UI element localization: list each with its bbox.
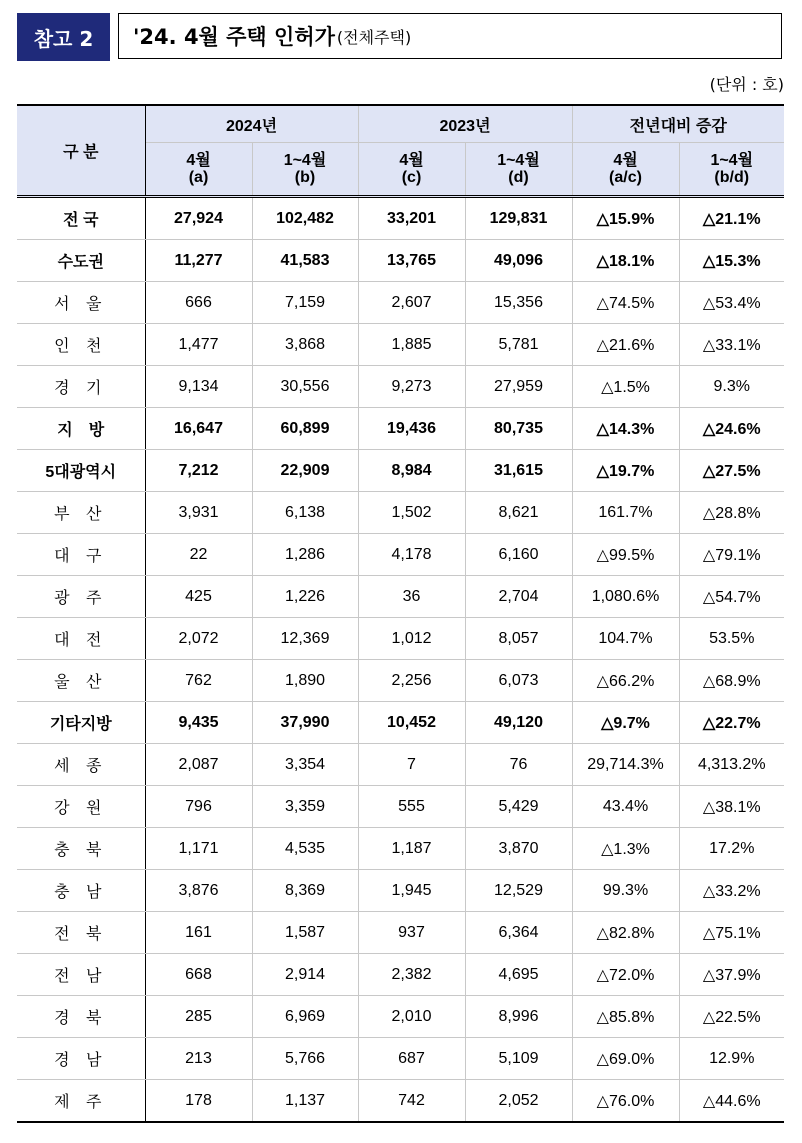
value-cell: 31,615 (465, 450, 572, 492)
subheader-code: (d) (508, 169, 529, 186)
value-cell: 27,959 (465, 366, 572, 408)
region-cell: 경 기 (17, 366, 145, 408)
table-row (17, 870, 784, 912)
header-category: 구 분 (17, 105, 145, 197)
subheader-code: (c) (401, 169, 422, 186)
value-cell: △53.4% (679, 282, 784, 324)
value-cell: 1,587 (252, 912, 358, 954)
table-row (17, 1038, 784, 1080)
value-cell: △24.6% (679, 408, 784, 450)
value-cell: △21.1% (679, 197, 784, 240)
value-cell: △82.8% (572, 912, 679, 954)
region-cell: 기타지방 (17, 702, 145, 744)
region-cell: 경 북 (17, 996, 145, 1038)
value-cell: △15.9% (572, 197, 679, 240)
value-cell: △22.7% (679, 702, 784, 744)
subheader-code: (b/d) (714, 169, 750, 186)
value-cell: 2,914 (252, 954, 358, 996)
header-2024: 2024년 (145, 105, 358, 143)
value-cell: △72.0% (572, 954, 679, 996)
value-cell: 666 (145, 282, 252, 324)
table-row (17, 366, 784, 408)
value-cell: 5,781 (465, 324, 572, 366)
value-cell: 49,096 (465, 240, 572, 282)
region-cell: 인 천 (17, 324, 145, 366)
subheader-period: 1~4월 (710, 152, 754, 169)
region-cell: 울 산 (17, 660, 145, 702)
value-cell: 5,109 (465, 1038, 572, 1080)
table-row (17, 996, 784, 1038)
value-cell: 3,359 (252, 786, 358, 828)
table-row (17, 492, 784, 534)
region-cell: 전 국 (17, 197, 145, 240)
value-cell: △33.2% (679, 870, 784, 912)
value-cell: 8,621 (465, 492, 572, 534)
value-cell: 687 (358, 1038, 465, 1080)
value-cell: 178 (145, 1080, 252, 1123)
value-cell: 1,890 (252, 660, 358, 702)
reference-badge: 참고 2 (17, 13, 110, 61)
table-row (17, 660, 784, 702)
value-cell: △75.1% (679, 912, 784, 954)
table-row (17, 240, 784, 282)
value-cell: 1,226 (252, 576, 358, 618)
value-cell: △44.6% (679, 1080, 784, 1123)
value-cell: △27.5% (679, 450, 784, 492)
region-cell: 충 남 (17, 870, 145, 912)
value-cell: 6,969 (252, 996, 358, 1038)
value-cell: △1.3% (572, 828, 679, 870)
header-2023: 2023년 (358, 105, 572, 143)
value-cell: △19.7% (572, 450, 679, 492)
value-cell: 937 (358, 912, 465, 954)
subheader-col (252, 143, 358, 197)
page-title: '24. 4월 주택 인허가 (133, 25, 335, 49)
table-row (17, 534, 784, 576)
table-row (17, 828, 784, 870)
value-cell: 27,924 (145, 197, 252, 240)
value-cell: △21.6% (572, 324, 679, 366)
value-cell: △14.3% (572, 408, 679, 450)
table-row (17, 282, 784, 324)
region-cell: 광 주 (17, 576, 145, 618)
value-cell: 1,080.6% (572, 576, 679, 618)
value-cell: 29,714.3% (572, 744, 679, 786)
subheader-period: 4월 (186, 152, 211, 169)
value-cell: △37.9% (679, 954, 784, 996)
value-cell: 1,502 (358, 492, 465, 534)
value-cell: 16,647 (145, 408, 252, 450)
value-cell: △1.5% (572, 366, 679, 408)
subheader-col (358, 143, 465, 197)
table-row (17, 408, 784, 450)
region-cell: 세 종 (17, 744, 145, 786)
value-cell: 3,354 (252, 744, 358, 786)
value-cell: 1,187 (358, 828, 465, 870)
value-cell: 12.9% (679, 1038, 784, 1080)
subheader-col (572, 143, 679, 197)
value-cell: 7,212 (145, 450, 252, 492)
value-cell: 2,607 (358, 282, 465, 324)
region-cell: 경 남 (17, 1038, 145, 1080)
value-cell: 8,369 (252, 870, 358, 912)
value-cell: 555 (358, 786, 465, 828)
subheader-period: 1~4월 (283, 152, 327, 169)
region-cell: 대 구 (17, 534, 145, 576)
table-row (17, 197, 784, 240)
value-cell: 285 (145, 996, 252, 1038)
value-cell: △18.1% (572, 240, 679, 282)
value-cell: 2,087 (145, 744, 252, 786)
value-cell: 1,477 (145, 324, 252, 366)
value-cell: 213 (145, 1038, 252, 1080)
value-cell: △66.2% (572, 660, 679, 702)
value-cell: 7 (358, 744, 465, 786)
value-cell: 668 (145, 954, 252, 996)
value-cell: △68.9% (679, 660, 784, 702)
value-cell: 6,364 (465, 912, 572, 954)
value-cell: 1,137 (252, 1080, 358, 1123)
table-body (17, 197, 784, 1123)
value-cell: 4,178 (358, 534, 465, 576)
region-cell: 대 전 (17, 618, 145, 660)
value-cell: 2,382 (358, 954, 465, 996)
value-cell: △85.8% (572, 996, 679, 1038)
region-cell: 5대광역시 (17, 450, 145, 492)
value-cell: 129,831 (465, 197, 572, 240)
value-cell: 1,286 (252, 534, 358, 576)
subheader-col (679, 143, 784, 197)
value-cell: 99.3% (572, 870, 679, 912)
value-cell: 43.4% (572, 786, 679, 828)
value-cell: 19,436 (358, 408, 465, 450)
region-cell: 수도권 (17, 240, 145, 282)
subheader-period: 4월 (613, 152, 638, 169)
value-cell: 8,984 (358, 450, 465, 492)
subheader-period: 4월 (399, 152, 424, 169)
title-row (17, 13, 784, 61)
value-cell: 6,073 (465, 660, 572, 702)
unit-label: (단위 : 호) (709, 75, 784, 94)
value-cell: 5,766 (252, 1038, 358, 1080)
value-cell: 3,870 (465, 828, 572, 870)
table-row (17, 618, 784, 660)
value-cell: 13,765 (358, 240, 465, 282)
subheader-col (465, 143, 572, 197)
region-cell: 전 남 (17, 954, 145, 996)
value-cell: 22 (145, 534, 252, 576)
table-row (17, 1080, 784, 1123)
value-cell: 37,990 (252, 702, 358, 744)
value-cell: △38.1% (679, 786, 784, 828)
region-cell: 제 주 (17, 1080, 145, 1123)
region-cell: 전 북 (17, 912, 145, 954)
value-cell: 9.3% (679, 366, 784, 408)
value-cell: 3,868 (252, 324, 358, 366)
value-cell: 796 (145, 786, 252, 828)
value-cell: 53.5% (679, 618, 784, 660)
value-cell: 11,277 (145, 240, 252, 282)
value-cell: 8,057 (465, 618, 572, 660)
value-cell: 742 (358, 1080, 465, 1123)
value-cell: 22,909 (252, 450, 358, 492)
value-cell: 6,160 (465, 534, 572, 576)
value-cell: 2,256 (358, 660, 465, 702)
value-cell: △33.1% (679, 324, 784, 366)
value-cell: △28.8% (679, 492, 784, 534)
value-cell: 9,435 (145, 702, 252, 744)
page-subtitle: (전체주택) (336, 27, 412, 47)
value-cell: 17.2% (679, 828, 784, 870)
value-cell: 41,583 (252, 240, 358, 282)
value-cell: △54.7% (679, 576, 784, 618)
value-cell: 4,535 (252, 828, 358, 870)
value-cell: 9,134 (145, 366, 252, 408)
table-row (17, 912, 784, 954)
value-cell: 33,201 (358, 197, 465, 240)
value-cell: 2,072 (145, 618, 252, 660)
value-cell: 76 (465, 744, 572, 786)
value-cell: 60,899 (252, 408, 358, 450)
value-cell: △79.1% (679, 534, 784, 576)
value-cell: 49,120 (465, 702, 572, 744)
subheader-code: (a) (188, 169, 209, 186)
table-row (17, 954, 784, 996)
value-cell: △99.5% (572, 534, 679, 576)
value-cell: 2,052 (465, 1080, 572, 1123)
value-cell: △9.7% (572, 702, 679, 744)
region-cell: 강 원 (17, 786, 145, 828)
value-cell: 1,012 (358, 618, 465, 660)
subheader-col (145, 143, 252, 197)
subheader-period: 1~4월 (497, 152, 540, 169)
table-row (17, 786, 784, 828)
region-cell: 충 북 (17, 828, 145, 870)
region-cell: 부 산 (17, 492, 145, 534)
value-cell: 15,356 (465, 282, 572, 324)
value-cell: △76.0% (572, 1080, 679, 1123)
value-cell: 1,171 (145, 828, 252, 870)
value-cell: 12,529 (465, 870, 572, 912)
value-cell: 102,482 (252, 197, 358, 240)
region-cell: 서 울 (17, 282, 145, 324)
region-cell: 지 방 (17, 408, 145, 450)
value-cell: 1,885 (358, 324, 465, 366)
table-row (17, 744, 784, 786)
value-cell: 4,313.2% (679, 744, 784, 786)
value-cell: 12,369 (252, 618, 358, 660)
value-cell: 36 (358, 576, 465, 618)
value-cell: 4,695 (465, 954, 572, 996)
table-row (17, 702, 784, 744)
permit-table (17, 104, 784, 1123)
subheader-code: (a/c) (609, 169, 642, 186)
value-cell: 161 (145, 912, 252, 954)
value-cell: △74.5% (572, 282, 679, 324)
value-cell: 161.7% (572, 492, 679, 534)
value-cell: 104.7% (572, 618, 679, 660)
value-cell: 8,996 (465, 996, 572, 1038)
title-box (118, 13, 782, 59)
value-cell: 2,704 (465, 576, 572, 618)
table-row (17, 576, 784, 618)
value-cell: 1,945 (358, 870, 465, 912)
value-cell: 6,138 (252, 492, 358, 534)
table-row (17, 324, 784, 366)
table-row (17, 450, 784, 492)
value-cell: 7,159 (252, 282, 358, 324)
value-cell: 30,556 (252, 366, 358, 408)
value-cell: △15.3% (679, 240, 784, 282)
value-cell: 2,010 (358, 996, 465, 1038)
value-cell: △22.5% (679, 996, 784, 1038)
value-cell: 3,931 (145, 492, 252, 534)
value-cell: 9,273 (358, 366, 465, 408)
subheader-code: (b) (294, 169, 316, 186)
value-cell: △69.0% (572, 1038, 679, 1080)
value-cell: 5,429 (465, 786, 572, 828)
value-cell: 3,876 (145, 870, 252, 912)
value-cell: 10,452 (358, 702, 465, 744)
header-change: 전년대비 증감 (572, 105, 784, 143)
value-cell: 80,735 (465, 408, 572, 450)
value-cell: 762 (145, 660, 252, 702)
value-cell: 425 (145, 576, 252, 618)
